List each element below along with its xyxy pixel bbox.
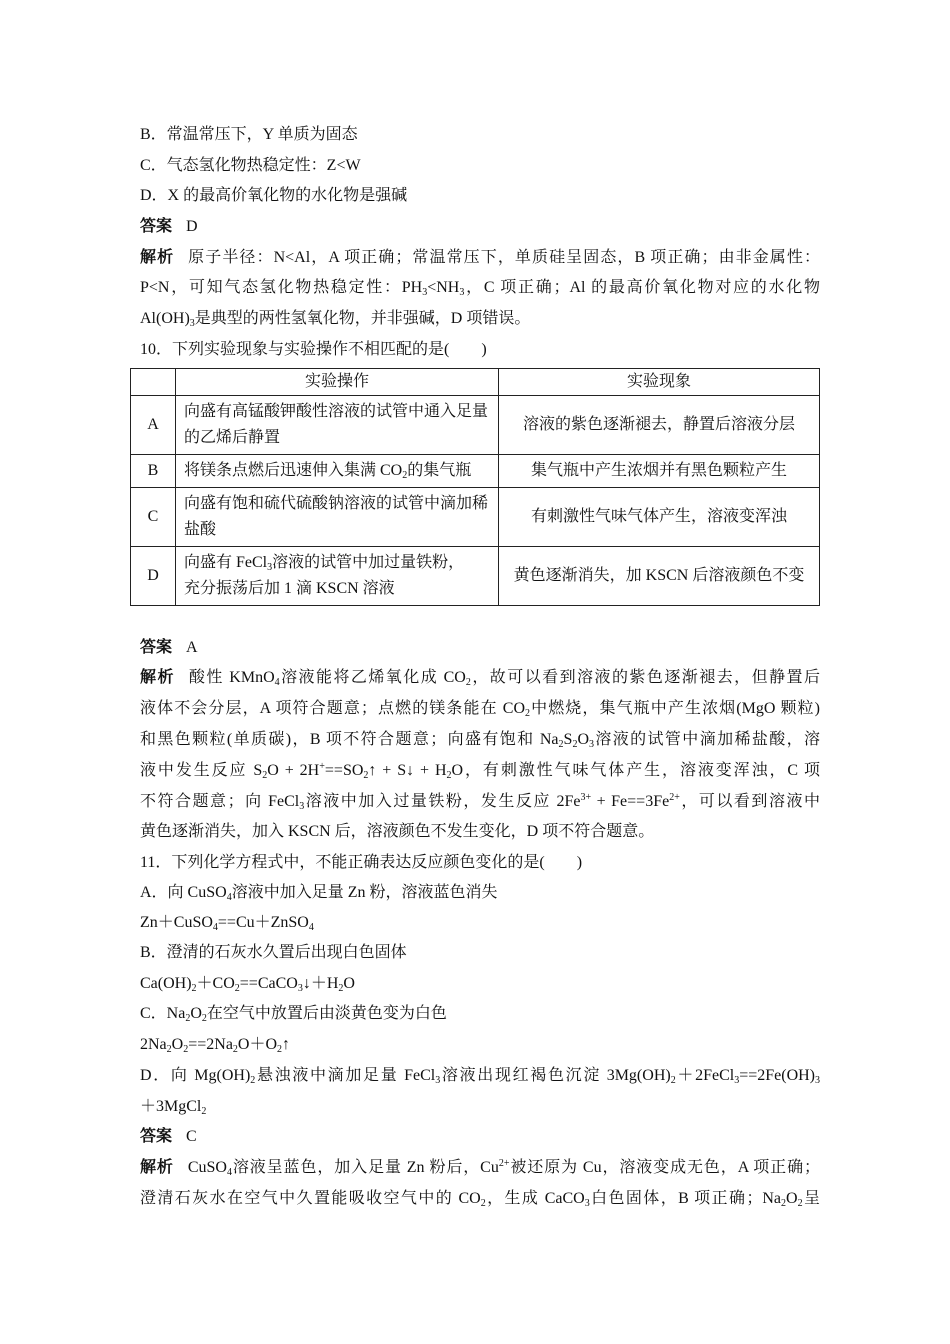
- text: ↑ + S↓ + H: [368, 762, 447, 779]
- q10-analysis-line-5: [140, 791, 820, 813]
- subscript: 2: [465, 677, 471, 688]
- q11-stem: 11．下列化学方程式中，不能正确表达反应颜色变化的是( ): [140, 854, 583, 871]
- text: ==Cu＋ZnSO: [217, 914, 309, 931]
- subscript: 2: [234, 983, 240, 994]
- text: Al(OH): [140, 310, 190, 327]
- text: 和黑色颗粒(单质碳)，B 项不符合题意；向盛有饱和 Na: [140, 731, 559, 748]
- text: ，生成 CaCO: [485, 1190, 585, 1207]
- q9-answer: [140, 216, 820, 238]
- q11-analysis-line-1: [140, 1157, 820, 1179]
- subscript: 4: [226, 1167, 232, 1178]
- subscript: 3: [435, 1075, 441, 1086]
- analysis-label: 解析: [140, 1159, 174, 1176]
- row-phenomenon: 集气瓶中产生浓烟并有黑色颗粒产生: [499, 455, 820, 488]
- q10-analysis-line-6: 黄色逐渐消失，加入 KSCN 后，溶液颜色不发生变化，D 项不符合题意。: [140, 823, 655, 840]
- row-phenomenon: 溶液的紫色逐渐褪去，静置后溶液分层: [499, 396, 820, 455]
- subscript: 2: [183, 1044, 189, 1055]
- q10-analysis-line-3: [140, 729, 820, 751]
- subscript: 2: [250, 1075, 256, 1086]
- text: ，故可以看到溶液的紫色逐渐褪去，但静置后: [470, 669, 820, 686]
- text: 溶液呈蓝色，加入足量 Zn 粉后，Cu: [231, 1159, 499, 1176]
- q11-option-b: B．澄清的石灰水久置后出现白色固体: [140, 944, 407, 961]
- text: O + 2H: [267, 762, 320, 779]
- subscript: 3: [422, 287, 428, 298]
- row-key: D: [131, 547, 176, 606]
- q11-answer: [140, 1126, 820, 1148]
- row-phenomenon: 黄色逐渐消失，加 KSCN 后溶液颜色不变: [499, 547, 820, 606]
- subscript: 2: [797, 1198, 803, 1209]
- subscript: 2: [402, 470, 408, 481]
- subscript: 2: [480, 1198, 486, 1209]
- text: 是典型的两性氢氧化物，并非强碱，D 项错误。: [194, 310, 531, 327]
- q11-option-a: [140, 882, 820, 904]
- text: 的集气瓶: [407, 462, 472, 479]
- q9-analysis-line-2: [140, 277, 820, 299]
- answer-label: 答案: [140, 218, 173, 235]
- row-operation: [176, 547, 499, 606]
- text: 中燃烧，集气瓶中产生浓烟(MgO 颗粒): [530, 700, 820, 717]
- subscript: 3: [189, 318, 195, 329]
- text: ==CaCO: [239, 975, 298, 992]
- q10-analysis-line-2: [140, 698, 820, 720]
- text: O: [577, 731, 590, 748]
- subscript: 3: [584, 1198, 590, 1209]
- text: 原子半径：N<Al，A 项正确；常温常压下，单质硅呈固态，B 项正确；由非金属性：: [188, 249, 820, 266]
- subscript: 2: [262, 770, 268, 781]
- subscript: 3: [734, 1075, 740, 1086]
- q11-equation-b: [140, 973, 820, 995]
- subscript: 2: [558, 739, 564, 750]
- subscript: 2: [338, 983, 344, 994]
- subscript: 2: [277, 1044, 283, 1055]
- answer-label: 答案: [140, 639, 173, 656]
- text: P<N，可知气态氢化物热稳定性：PH: [140, 279, 423, 296]
- subscript: 2: [781, 1198, 786, 1209]
- table-header-row: [131, 369, 820, 396]
- q11-option-d-cont: [140, 1096, 820, 1118]
- text: 溶液出现红褐色沉淀 3Mg(OH): [440, 1067, 671, 1084]
- text: 2Na: [140, 1036, 167, 1053]
- text: 将镁条点燃后迅速伸入集满 CO: [184, 462, 403, 479]
- text: CuSO: [187, 1159, 227, 1176]
- table-header-blank: [131, 369, 176, 396]
- subscript: 4: [274, 677, 280, 688]
- text: 溶液中加入足量 Zn 粉，溶液蓝色消失: [231, 884, 498, 901]
- row-key: C: [131, 488, 176, 547]
- subscript: 4: [226, 892, 232, 903]
- subscript: 2: [572, 739, 578, 750]
- text: ==2Fe(OH): [739, 1067, 815, 1084]
- superscript: +: [319, 761, 325, 772]
- subscript: 3: [459, 287, 465, 298]
- q10-answer: [140, 637, 820, 659]
- q10-analysis-line-1: [140, 667, 820, 689]
- q9-option-c: C．气态氢化物热稳定性：Z<W: [140, 157, 361, 174]
- subscript: 2: [670, 1075, 676, 1086]
- subscript: 2: [232, 1044, 238, 1055]
- subscript: 2: [363, 770, 369, 781]
- text: 澄清石灰水在空气中久置能吸收空气中的 CO: [140, 1190, 481, 1207]
- text: ＋3MgCl: [140, 1098, 202, 1115]
- subscript: 2: [185, 1013, 191, 1024]
- q10-stem: 10．下列实验现象与实验操作不相匹配的是( ): [140, 341, 487, 358]
- subscript: 2: [525, 708, 531, 719]
- superscript: 2+: [498, 1158, 510, 1169]
- subscript: 3: [297, 983, 303, 994]
- answer-value: A: [186, 639, 198, 656]
- text: S: [563, 731, 573, 748]
- text: 酸性 KMnO: [188, 669, 275, 686]
- subscript: 2: [201, 1106, 207, 1117]
- q9-analysis-line-1: [140, 247, 820, 269]
- table-header-operation: 实验操作: [176, 369, 499, 396]
- text: ==2Na: [188, 1036, 233, 1053]
- text: O: [343, 975, 355, 992]
- text: + Fe==3Fe: [591, 793, 670, 810]
- q9-option-d: D．X 的最高价氧化物的水化物是强碱: [140, 187, 408, 204]
- answer-value: D: [186, 218, 198, 235]
- text: 液体不会分层，A 项符合题意；点燃的镁条能在 CO: [140, 700, 526, 717]
- table-row: [131, 488, 820, 547]
- answer-value: C: [186, 1128, 197, 1145]
- text: O，有刺激性气味气体产生，溶液变浑浊，C 项: [451, 762, 821, 779]
- row-key: A: [131, 396, 176, 455]
- text: 悬浊液中滴加足量 FeCl: [255, 1067, 436, 1084]
- text: <NH: [427, 279, 460, 296]
- text: ＋CO: [196, 975, 235, 992]
- text: A．向 CuSO: [140, 884, 227, 901]
- table-row: [131, 547, 820, 606]
- text: 白色固体，B 项正确；Na: [589, 1190, 781, 1207]
- text: 在空气中放置后由淡黄色变为白色: [206, 1005, 447, 1022]
- table-row: [131, 396, 820, 455]
- row-key: B: [131, 455, 176, 488]
- text: ，可以看到溶液中: [679, 793, 820, 810]
- text: ↑: [282, 1036, 291, 1053]
- text: 充分振荡后加 1 滴 KSCN 溶液: [184, 580, 395, 597]
- subscript: 3: [267, 562, 273, 573]
- text: 溶液能将乙烯氧化成 CO: [279, 669, 466, 686]
- subscript: 2: [446, 770, 452, 781]
- text: O: [190, 1005, 202, 1022]
- text: O: [171, 1036, 184, 1053]
- subscript: 2: [191, 983, 197, 994]
- text: ==SO: [324, 762, 364, 779]
- subscript: 4: [308, 922, 314, 933]
- text: 被还原为 Cu，溶液变成无色，A 项正确；: [509, 1159, 820, 1176]
- row-operation: 向盛有饱和硫代硫酸钠溶液的试管中滴加稀盐酸: [176, 488, 499, 547]
- text: O: [786, 1190, 798, 1207]
- subscript: 3: [589, 739, 595, 750]
- text: 不符合题意；向 FeCl: [140, 793, 300, 810]
- text: C．Na: [140, 1005, 186, 1022]
- text: O＋O: [237, 1036, 278, 1053]
- subscript: 3: [815, 1075, 820, 1086]
- q11-option-c: [140, 1003, 820, 1025]
- q9-option-b: B．常温常压下，Y 单质为固态: [140, 126, 358, 143]
- text: 液中发生反应 S: [140, 762, 263, 779]
- text: ↓＋H: [302, 975, 339, 992]
- experiment-table: [130, 368, 820, 606]
- text: D．向 Mg(OH): [140, 1067, 251, 1084]
- table-row: [131, 455, 820, 488]
- text: 呈: [802, 1190, 820, 1207]
- superscript: 3+: [580, 792, 592, 803]
- text: ，C 项正确；Al 的最高价氧化物对应的水化物: [464, 279, 820, 296]
- q11-analysis-line-2: [140, 1188, 820, 1210]
- subscript: 2: [201, 1013, 207, 1024]
- text: 溶液的试管中加过量铁粉，: [272, 554, 465, 571]
- text: ＋2FeCl: [675, 1067, 735, 1084]
- text: 溶液中加入过量铁粉，发生反应 2Fe: [304, 793, 581, 810]
- text: 向盛有 FeCl: [184, 554, 268, 571]
- row-operation: [176, 455, 499, 488]
- q10-analysis-line-4: [140, 760, 820, 782]
- subscript: 3: [299, 801, 305, 812]
- superscript: 2+: [669, 792, 680, 803]
- analysis-label: 解析: [140, 669, 175, 686]
- q11-equation-c: [140, 1034, 820, 1056]
- q9-analysis-line-3: [140, 308, 820, 330]
- row-phenomenon: 有刺激性气味气体产生，溶液变浑浊: [499, 488, 820, 547]
- row-operation: 向盛有高锰酸钾酸性溶液的试管中通入足量的乙烯后静置: [176, 396, 499, 455]
- text: Zn＋CuSO: [140, 914, 213, 931]
- q11-option-d: [140, 1065, 820, 1087]
- q11-equation-a: [140, 912, 820, 934]
- subscript: 4: [212, 922, 218, 933]
- table-header-phenomenon: 实验现象: [499, 369, 820, 396]
- subscript: 2: [166, 1044, 172, 1055]
- text: 溶液的试管中滴加稀盐酸，溶: [594, 731, 820, 748]
- text: Ca(OH): [140, 975, 192, 992]
- answer-label: 答案: [140, 1128, 173, 1145]
- analysis-label: 解析: [140, 249, 175, 266]
